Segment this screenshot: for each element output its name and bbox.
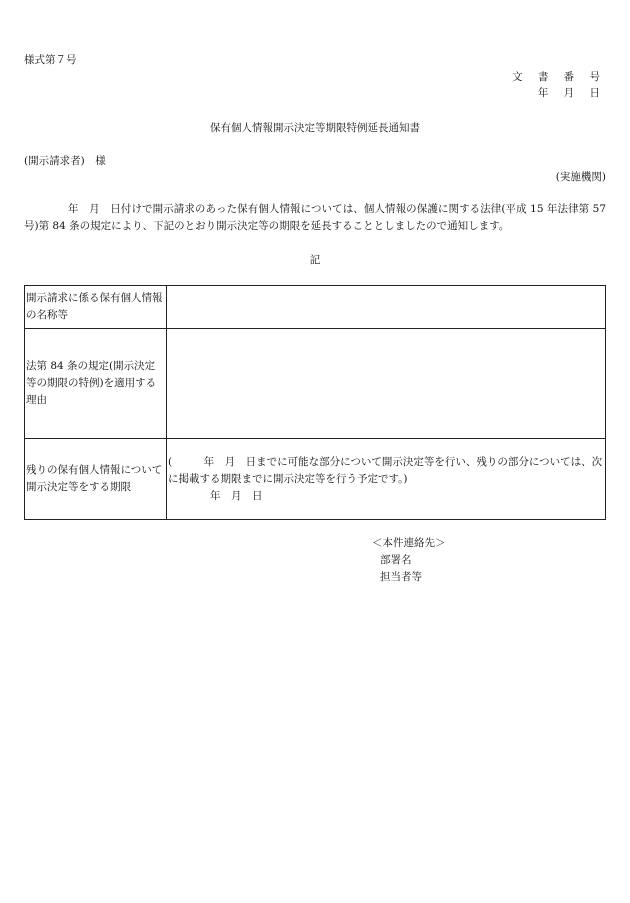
notice-body: 年 月 日付けで開示請求のあった保有個人情報については、個人情報の保護に関する法律(平成 15 年法律第 57 号)第 84 条の規定により、下記のとおり開示決定等の期限を延長することとしましたので通知します。	[24, 203, 606, 232]
implementing-agency: (実施機関)	[555, 171, 606, 183]
table-row	[25, 286, 606, 329]
page-title: 保有個人情報開示決定等期限特例延長通知書	[210, 122, 420, 134]
contact-person: 担当者等	[380, 571, 422, 583]
contact-heading: ＜本件連絡先＞	[372, 537, 446, 549]
addressee: (開示請求者) 様	[24, 155, 106, 167]
row-value-reason	[167, 329, 606, 439]
ki-marker: 記	[309, 254, 321, 266]
table-row	[25, 439, 606, 520]
deadline-note: ( 年 月 日までに可能な部分について開示決定等を行い、残りの部分については、次に掲載する期限までに開示決定等を行う予定です。)	[168, 455, 603, 485]
contact-department: 部署名	[380, 554, 412, 566]
row-label-reason: 法第 84 条の規定(開示決定等の期限の特例)を適用する理由	[25, 329, 167, 439]
row-value-deadline	[167, 439, 606, 520]
row-value-info-name	[167, 286, 606, 329]
form-number: 様式第７号	[24, 54, 77, 66]
table-row	[25, 329, 606, 439]
row-label-info-name: 開示請求に係る保有個人情報の名称等	[25, 286, 167, 329]
document-number-label: 文 書 番 号	[511, 71, 606, 83]
document-date-label: 年 月 日	[537, 87, 606, 99]
deadline-date: 年 月 日	[210, 489, 263, 502]
notice-table	[24, 285, 606, 520]
row-label-deadline: 残りの保有個人情報について開示決定等をする期限	[25, 439, 167, 520]
